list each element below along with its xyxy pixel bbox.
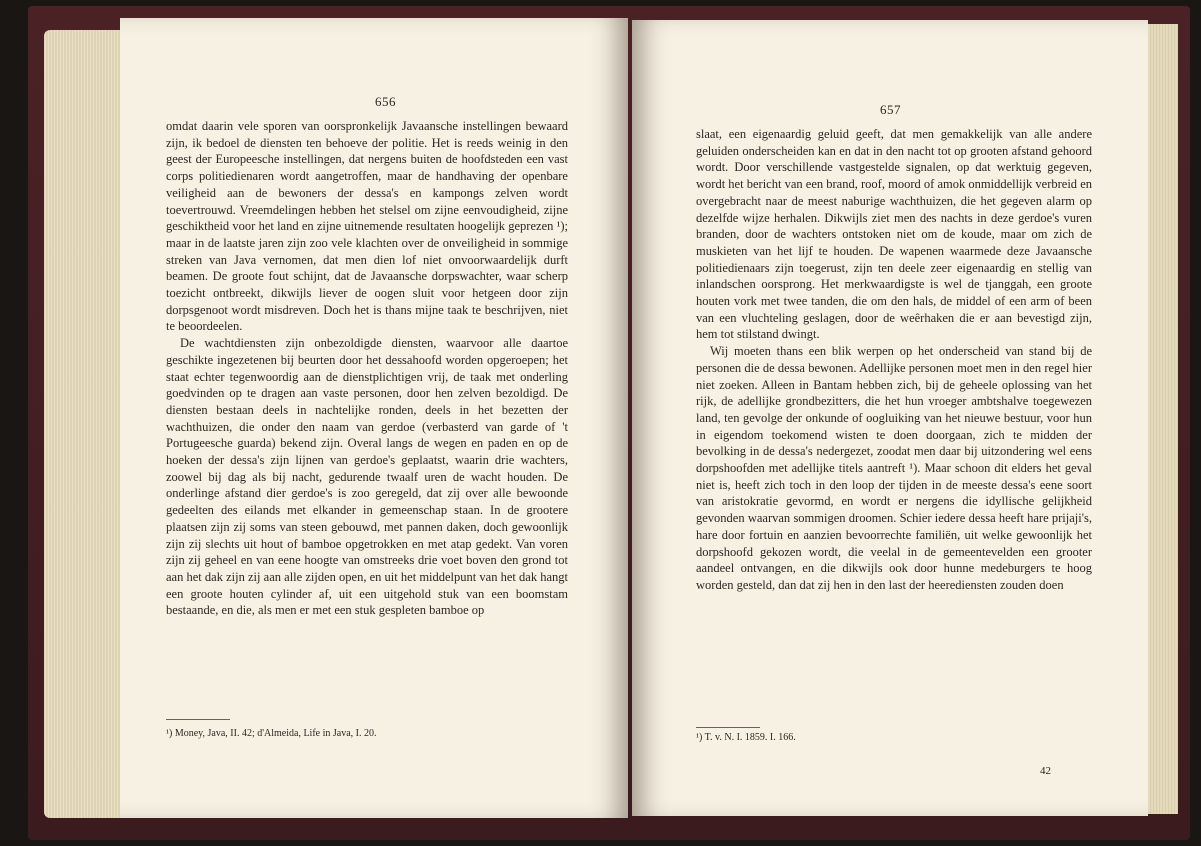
footnote: ¹) Money, Java, II. 42; d'Almeida, Life in Java, I. 20. xyxy=(166,728,377,739)
page-body xyxy=(696,126,1092,594)
right-page xyxy=(632,20,1148,816)
page-body xyxy=(166,118,568,619)
footnote-rule xyxy=(696,727,760,728)
left-page xyxy=(120,18,628,818)
page-edges-left xyxy=(44,30,122,818)
footnote-rule xyxy=(166,719,230,720)
page-number: 657 xyxy=(880,102,901,117)
paragraph: omdat daarin vele sporen van oorspronkelijk Javaansche instellingen bewaard zijn, ik bedoel de diensten ten behoeve der politie. Het is reeds weinig in den geest der Europeesche instellingen, dat nergens buiten de hoofdsteden een vast corps politiedienaren wordt aangetroffen, maar de handhaving der openbare veiligheid aan de bewoners der dessa's en kampongs zelven wordt toevertrouwd. Vreemdelingen hebben het stelsel om zijne eenvoudigheid, zijne geschiktheid voor het land en zijne uitnemende resultaten hoogelijk geprezen ¹); maar in de laatste jaren zijn zoo vele klachten over de onveiligheid in sommige streken van Java vernomen, dat men dien lof niet onvoorwaardelijk durft beamen. De groote fout schijnt, dat de Javaansche dorpswachter, waar scherp toezicht ontbreekt, dikwijls liever de oogen sluit voor hetgeen door zijn dorpsgenoot wordt misdreven. Doch het is thans mijne taak te beschrijven, niet te beoordeelen. xyxy=(166,119,568,334)
paragraph: Wij moeten thans een blik werpen op het onderscheid van stand bij de personen die de dessa bewonen. Adellijke personen moet men in den regel hier niet zoeken. Alleen in Bantam hebben zich, bij de geheele oplossing van het rijk, de adellijke grondbezitters, die het hun vroeger ambtshalve toegewezen land, ten gevolge der onkunde of oogluiking van het nieuwe bestuur, voor hun in eigendom toekomend wisten te doen doorgaan, zich te midden der bevolking in de dessa's nedergezet, zoodat men daar bij uitzondering wel eens dorpshoofden met adellijke titels aantreft ¹). Maar schoon dit elders het geval niet is, heeft zich toch in den loop der tijden in de meeste dessa's eene soort van aristokratie gevormd, en wordt er nergens die idyllische gelijkheid gevonden waarvan sommigen droomen. Schier iedere dessa heeft hare prijaji's, hare door fortuin en aanzien bevoorrechte familiën, uit welke gewoonlijk het dorpshoofd gekozen wordt, die veelal in de gemeentevelden een grooter aandeel ontvangen, en die dikwijls ook door hunne medeburgers te hoog worden gesteld, dan dat zij hen in den last der heerediensten zouden doen xyxy=(696,344,1092,592)
signature-mark: 42 xyxy=(1040,765,1051,777)
footnote: ¹) T. v. N. I. 1859. I. 166. xyxy=(696,732,796,743)
page-number: 656 xyxy=(375,94,396,109)
paragraph: slaat, een eigenaardig geluid geeft, dat men gemakkelijk van alle andere geluiden onderscheiden kan en dat in den nacht tot op grooten afstand gehoord wordt. Door verschillende vastgestelde signalen, op dat werktuig gegeven, wordt het bericht van een brand, roof, moord of amok onmiddellijk verbreid en overgebracht naar de meest naburige wachthuizen, die het gegeven alarm op dezelfde wijze herhalen. Dikwijls ziet men des nachts in deze gerdoe's vuren branden, door de wachters ontstoken niet om de koude, maar om zich de muskieten van het lijf te houden. De wapenen waarmede deze Javaansche politiedienaars zijn toegerust, zijn ten deele zeer eigenaardig en stellig van inlandschen oorsprong. Het merkwaardigste is wel de tjanggah, een groote houten vork met twee tanden, die om den hals, de middel of een arm of been van een vluchteling geslagen, door de weêrhaken die er aan bevestigd zijn, hem tot stilstand dwingt. xyxy=(696,127,1092,342)
page-edges-right xyxy=(1146,24,1178,814)
paragraph: De wachtdiensten zijn onbezoldigde diensten, waarvoor alle daartoe geschikte ingezetenen bij beurten door het dessahoofd worden opgeroepen; het staat echter tegenwoordig aan de dienstplichtigen vrij, de taak met onderling goedvinden op te dragen aan vaste personen, door hen zelven bezoldigd. De diensten bestaan deels in nachtelijke ronden, deels in het bezetten der wachthuizen, die onder den naam van gerdoe (verbasterd van garde of 't Portugeesche guarda) bekend zijn. Overal langs de wegen en paden en op de hoeken der dessa's zijn lijnen van gerdoe's geplaatst, waarin drie wachters, zoowel bij dag als bij nacht, gedurende twaalf uren de wacht houden. De onderlinge afstand dier gerdoe's is zoo geregeld, dat zij over alle bewoonde gedeelten des eilands met elkander in gemeenschap staan. In de grootere plaatsen zijn zij soms van steen gebouwd, met pannen daken, doch gewoonlijk zijn zij slechts uit hout of bamboe opgetrokken en met atap gedekt. Van voren zijn zij geheel en van eene hoogte van omstreeks drie voet boven den grond tot aan het dak zijn zij aan alle zijden open, en uit het middelpunt van het dak hangt een groote houten cylinder af, uit een uitgehold stuk van een boomstam bestaande, en die, als men er met een stuk gespleten bamboe op xyxy=(166,336,568,618)
